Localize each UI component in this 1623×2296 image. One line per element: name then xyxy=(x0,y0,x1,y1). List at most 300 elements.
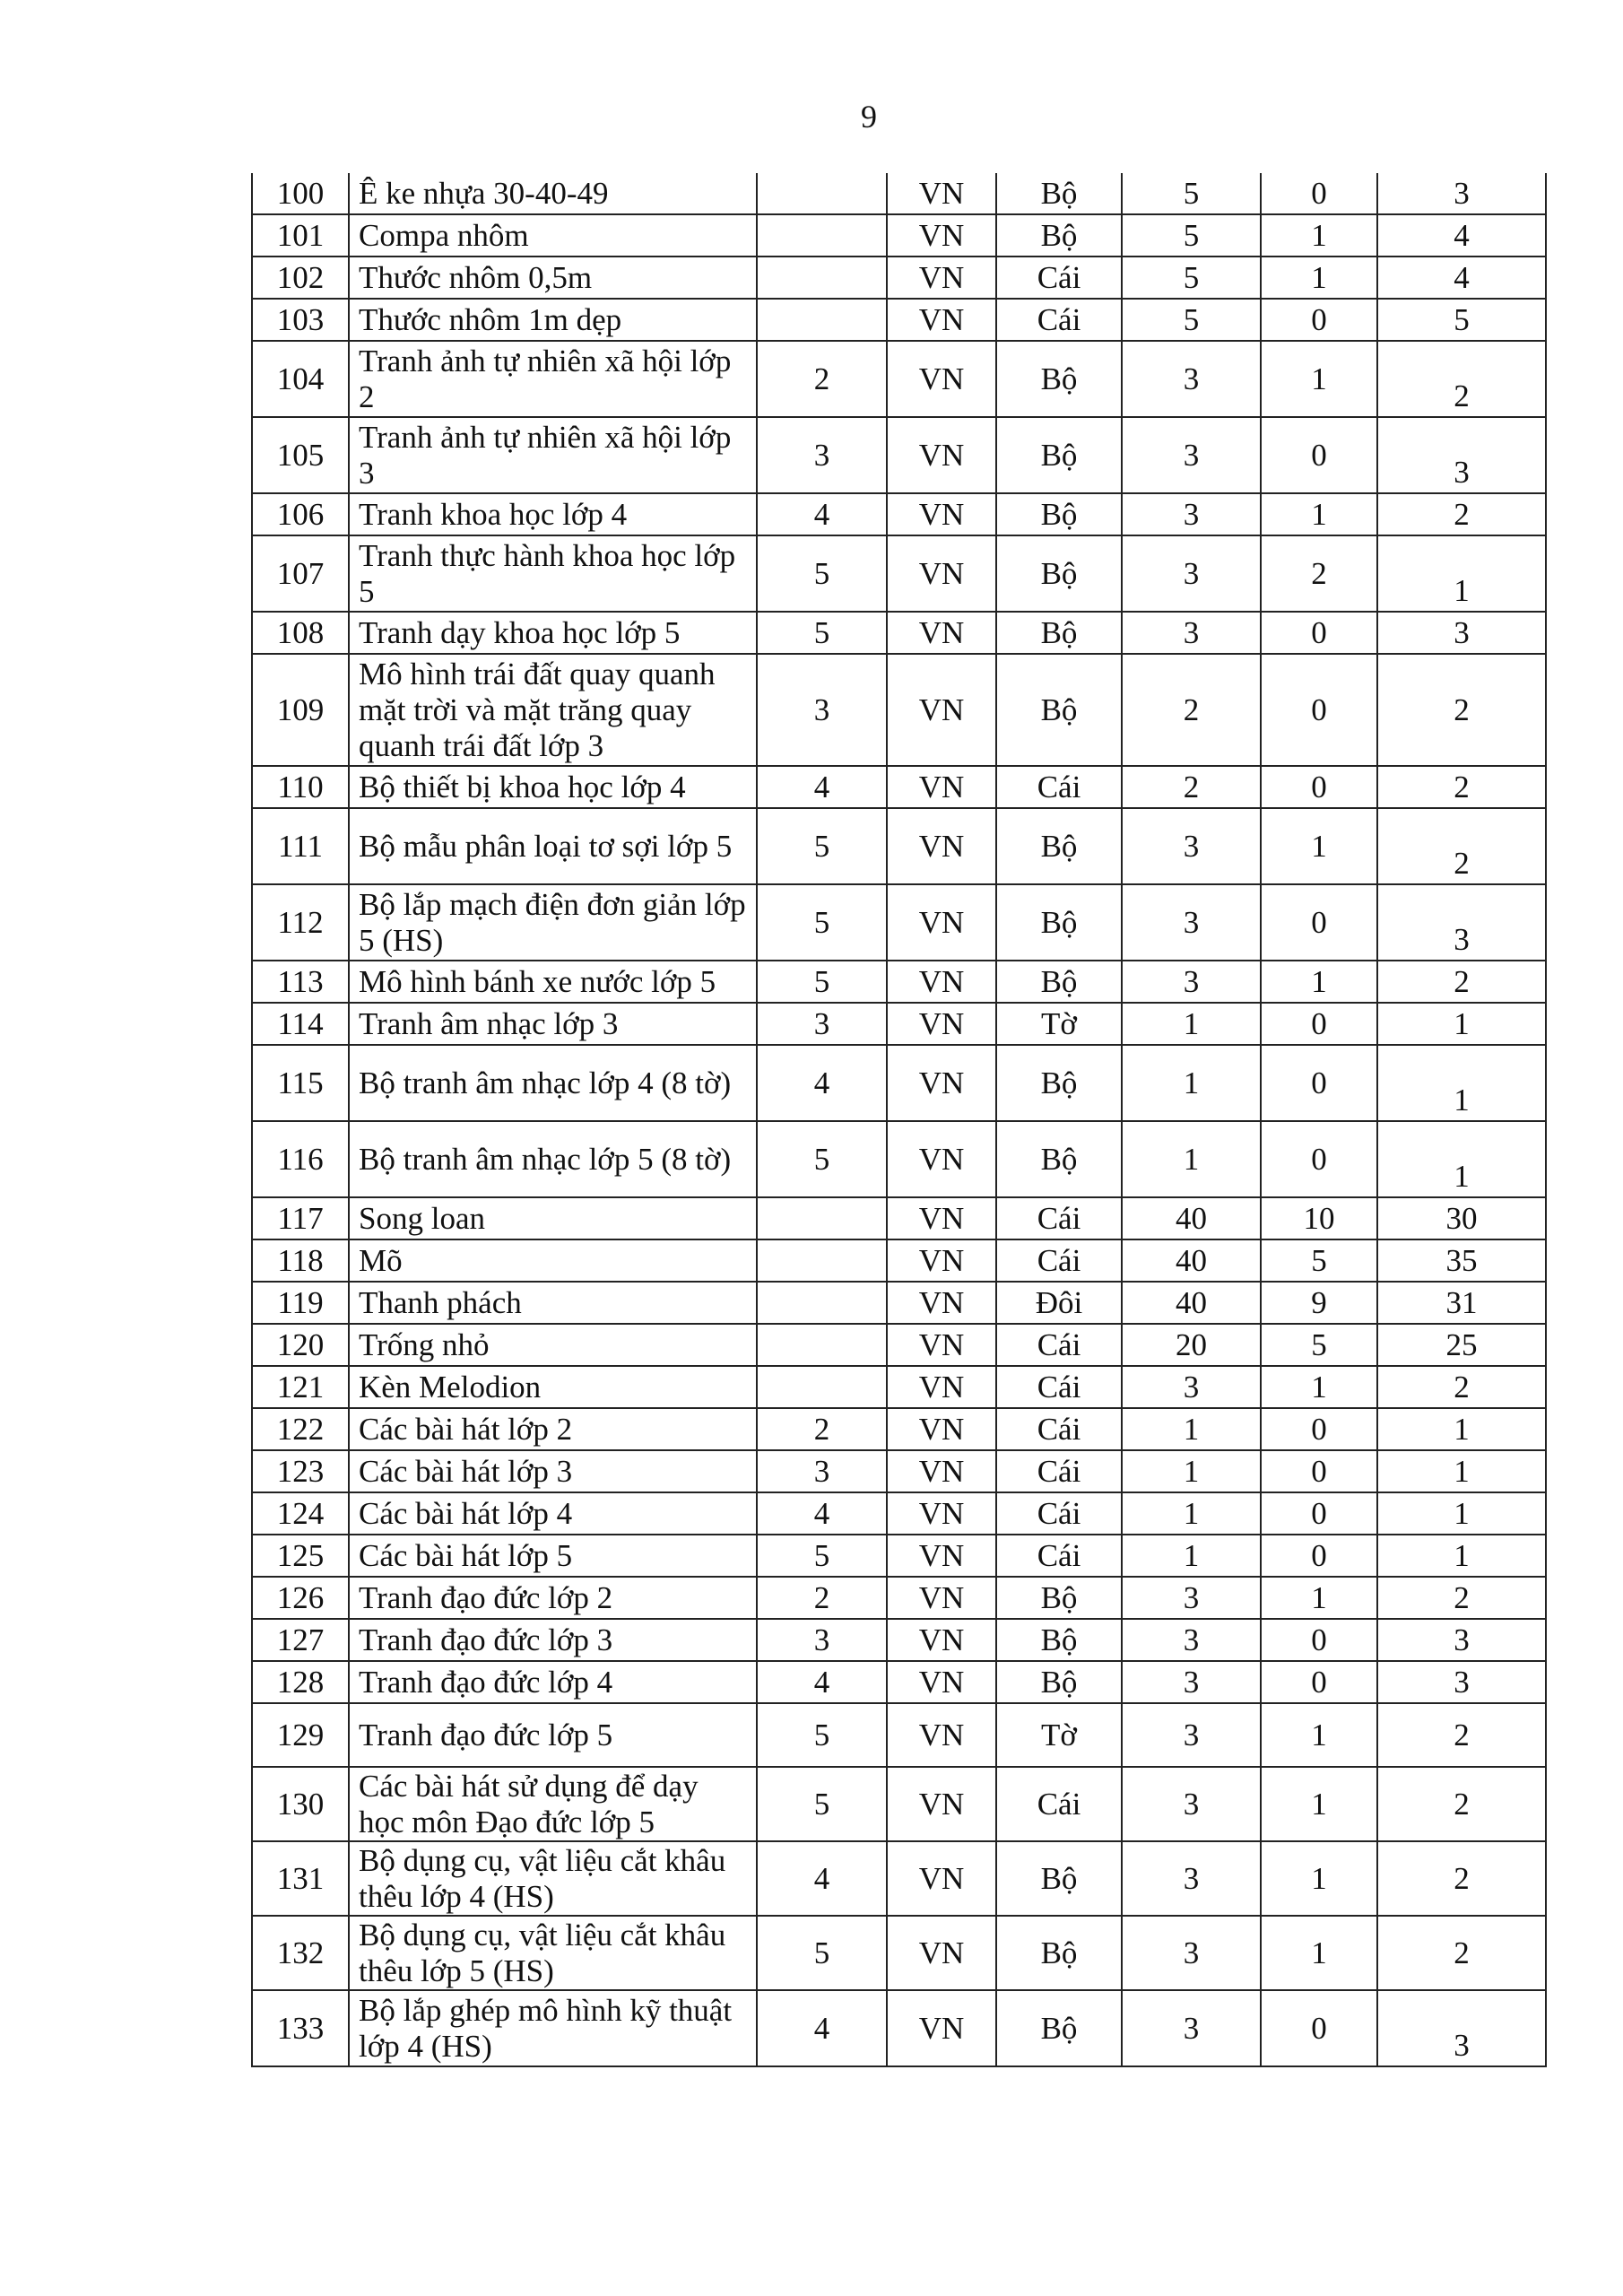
item-number-cell: 104 xyxy=(252,341,349,417)
item-name-cell: Tranh khoa học lớp 4 xyxy=(349,493,757,535)
unit-cell: Cái xyxy=(996,766,1122,808)
table-row xyxy=(252,1366,1546,1408)
usable-count-cell: 3 xyxy=(1377,1661,1546,1703)
usable-count-cell: 35 xyxy=(1377,1239,1546,1282)
quantity-cell: 3 xyxy=(1122,1577,1261,1619)
item-name-cell: Bộ thiết bị khoa học lớp 4 xyxy=(349,766,757,808)
unit-cell: Bộ xyxy=(996,493,1122,535)
item-number-cell: 123 xyxy=(252,1450,349,1492)
usable-count-cell: 5 xyxy=(1377,299,1546,341)
item-number-cell: 113 xyxy=(252,961,349,1003)
unit-cell: Cái xyxy=(996,257,1122,299)
grade-cell: 4 xyxy=(757,1045,887,1121)
damaged-count-cell: 5 xyxy=(1261,1239,1377,1282)
damaged-count-cell: 0 xyxy=(1261,1121,1377,1197)
item-number-cell: 101 xyxy=(252,214,349,257)
damaged-count-cell: 0 xyxy=(1261,1990,1377,2066)
usable-count-cell: 1 xyxy=(1377,1003,1546,1045)
item-name-cell: Bộ tranh âm nhạc lớp 4 (8 tờ) xyxy=(349,1045,757,1121)
usable-count-cell: 2 xyxy=(1377,341,1546,417)
table-row xyxy=(252,257,1546,299)
quantity-cell: 1 xyxy=(1122,1045,1261,1121)
unit-cell: Bộ xyxy=(996,884,1122,961)
origin-cell: VN xyxy=(887,1197,996,1239)
table-row xyxy=(252,1916,1546,1990)
origin-cell: VN xyxy=(887,612,996,654)
table-row xyxy=(252,961,1546,1003)
item-number-cell: 111 xyxy=(252,808,349,884)
grade-cell: 5 xyxy=(757,1535,887,1577)
quantity-cell: 3 xyxy=(1122,535,1261,612)
grade-cell: 4 xyxy=(757,1661,887,1703)
quantity-cell: 3 xyxy=(1122,1767,1261,1841)
item-name-cell: Các bài hát sử dụng để dạy học môn Đạo đức lớp 5 xyxy=(349,1767,757,1841)
quantity-cell: 3 xyxy=(1122,1916,1261,1990)
item-name-cell: Các bài hát lớp 3 xyxy=(349,1450,757,1492)
page-number: 9 xyxy=(861,99,877,135)
origin-cell: VN xyxy=(887,1450,996,1492)
item-number-cell: 124 xyxy=(252,1492,349,1535)
item-name-cell: Bộ tranh âm nhạc lớp 5 (8 tờ) xyxy=(349,1121,757,1197)
item-number-cell: 116 xyxy=(252,1121,349,1197)
item-number-cell: 133 xyxy=(252,1990,349,2066)
item-name-cell: Các bài hát lớp 4 xyxy=(349,1492,757,1535)
damaged-count-cell: 1 xyxy=(1261,961,1377,1003)
table-row xyxy=(252,1703,1546,1767)
damaged-count-cell: 1 xyxy=(1261,493,1377,535)
damaged-count-cell: 0 xyxy=(1261,173,1377,214)
item-name-cell: Ê ke nhựa 30-40-49 xyxy=(349,173,757,214)
origin-cell: VN xyxy=(887,341,996,417)
grade-cell xyxy=(757,1197,887,1239)
table-row xyxy=(252,1197,1546,1239)
grade-cell xyxy=(757,214,887,257)
item-name-cell: Bộ lắp mạch điện đơn giản lớp 5 (HS) xyxy=(349,884,757,961)
unit-cell: Bộ xyxy=(996,1619,1122,1661)
quantity-cell: 20 xyxy=(1122,1324,1261,1366)
item-name-cell: Tranh đạo đức lớp 4 xyxy=(349,1661,757,1703)
table-row xyxy=(252,1767,1546,1841)
item-name-cell: Tranh đạo đức lớp 5 xyxy=(349,1703,757,1767)
unit-cell: Bộ xyxy=(996,417,1122,493)
table-row xyxy=(252,1619,1546,1661)
origin-cell: VN xyxy=(887,1239,996,1282)
unit-cell: Đôi xyxy=(996,1282,1122,1324)
grade-cell: 5 xyxy=(757,1121,887,1197)
table-row xyxy=(252,173,1546,214)
unit-cell: Bộ xyxy=(996,1577,1122,1619)
grade-cell: 5 xyxy=(757,1916,887,1990)
grade-cell: 4 xyxy=(757,766,887,808)
grade-cell: 2 xyxy=(757,1408,887,1450)
quantity-cell: 3 xyxy=(1122,1661,1261,1703)
grade-cell: 3 xyxy=(757,654,887,766)
unit-cell: Bộ xyxy=(996,535,1122,612)
damaged-count-cell: 1 xyxy=(1261,1577,1377,1619)
origin-cell: VN xyxy=(887,1916,996,1990)
damaged-count-cell: 0 xyxy=(1261,654,1377,766)
origin-cell: VN xyxy=(887,1121,996,1197)
damaged-count-cell: 0 xyxy=(1261,612,1377,654)
item-number-cell: 128 xyxy=(252,1661,349,1703)
origin-cell: VN xyxy=(887,1841,996,1916)
grade-cell: 2 xyxy=(757,341,887,417)
unit-cell: Tờ xyxy=(996,1003,1122,1045)
usable-count-cell: 3 xyxy=(1377,612,1546,654)
table-row xyxy=(252,1324,1546,1366)
quantity-cell: 3 xyxy=(1122,808,1261,884)
quantity-cell: 40 xyxy=(1122,1239,1261,1282)
unit-cell: Cái xyxy=(996,1408,1122,1450)
damaged-count-cell: 1 xyxy=(1261,1841,1377,1916)
item-name-cell: Tranh đạo đức lớp 3 xyxy=(349,1619,757,1661)
origin-cell: VN xyxy=(887,1408,996,1450)
item-number-cell: 122 xyxy=(252,1408,349,1450)
damaged-count-cell: 10 xyxy=(1261,1197,1377,1239)
damaged-count-cell: 0 xyxy=(1261,1619,1377,1661)
grade-cell xyxy=(757,1324,887,1366)
quantity-cell: 5 xyxy=(1122,173,1261,214)
table-row xyxy=(252,341,1546,417)
usable-count-cell: 2 xyxy=(1377,1916,1546,1990)
origin-cell: VN xyxy=(887,417,996,493)
item-name-cell: Trống nhỏ xyxy=(349,1324,757,1366)
quantity-cell: 40 xyxy=(1122,1282,1261,1324)
quantity-cell: 5 xyxy=(1122,257,1261,299)
item-number-cell: 130 xyxy=(252,1767,349,1841)
grade-cell: 4 xyxy=(757,1990,887,2066)
item-number-cell: 109 xyxy=(252,654,349,766)
item-name-cell: Các bài hát lớp 5 xyxy=(349,1535,757,1577)
damaged-count-cell: 1 xyxy=(1261,341,1377,417)
grade-cell: 4 xyxy=(757,1841,887,1916)
unit-cell: Cái xyxy=(996,1239,1122,1282)
item-number-cell: 112 xyxy=(252,884,349,961)
origin-cell: VN xyxy=(887,884,996,961)
table-row xyxy=(252,535,1546,612)
usable-count-cell: 1 xyxy=(1377,1045,1546,1121)
item-number-cell: 121 xyxy=(252,1366,349,1408)
unit-cell: Bộ xyxy=(996,214,1122,257)
quantity-cell: 1 xyxy=(1122,1408,1261,1450)
grade-cell xyxy=(757,1366,887,1408)
usable-count-cell: 1 xyxy=(1377,1450,1546,1492)
item-name-cell: Mô hình bánh xe nước lớp 5 xyxy=(349,961,757,1003)
equipment-inventory-table xyxy=(251,173,1547,2067)
table-row xyxy=(252,214,1546,257)
quantity-cell: 3 xyxy=(1122,961,1261,1003)
item-number-cell: 108 xyxy=(252,612,349,654)
quantity-cell: 5 xyxy=(1122,299,1261,341)
unit-cell: Cái xyxy=(996,1450,1122,1492)
table-row xyxy=(252,1003,1546,1045)
item-name-cell: Kèn Melodion xyxy=(349,1366,757,1408)
usable-count-cell: 31 xyxy=(1377,1282,1546,1324)
unit-cell: Cái xyxy=(996,1767,1122,1841)
grade-cell xyxy=(757,1282,887,1324)
quantity-cell: 1 xyxy=(1122,1492,1261,1535)
damaged-count-cell: 0 xyxy=(1261,1535,1377,1577)
usable-count-cell: 2 xyxy=(1377,808,1546,884)
item-name-cell: Bộ dụng cụ, vật liệu cắt khâu thêu lớp 5 (HS) xyxy=(349,1916,757,1990)
damaged-count-cell: 0 xyxy=(1261,417,1377,493)
item-number-cell: 131 xyxy=(252,1841,349,1916)
usable-count-cell: 1 xyxy=(1377,1121,1546,1197)
quantity-cell: 1 xyxy=(1122,1535,1261,1577)
item-name-cell: Bộ lắp ghép mô hình kỹ thuật lớp 4 (HS) xyxy=(349,1990,757,2066)
usable-count-cell: 3 xyxy=(1377,173,1546,214)
grade-cell xyxy=(757,257,887,299)
quantity-cell: 1 xyxy=(1122,1450,1261,1492)
grade-cell xyxy=(757,1239,887,1282)
origin-cell: VN xyxy=(887,1003,996,1045)
unit-cell: Bộ xyxy=(996,654,1122,766)
origin-cell: VN xyxy=(887,1661,996,1703)
quantity-cell: 40 xyxy=(1122,1197,1261,1239)
item-name-cell: Tranh âm nhạc lớp 3 xyxy=(349,1003,757,1045)
quantity-cell: 3 xyxy=(1122,612,1261,654)
grade-cell: 5 xyxy=(757,808,887,884)
damaged-count-cell: 1 xyxy=(1261,1767,1377,1841)
grade-cell: 2 xyxy=(757,1577,887,1619)
item-number-cell: 125 xyxy=(252,1535,349,1577)
unit-cell: Bộ xyxy=(996,1121,1122,1197)
item-name-cell: Song loan xyxy=(349,1197,757,1239)
damaged-count-cell: 0 xyxy=(1261,1045,1377,1121)
origin-cell: VN xyxy=(887,654,996,766)
usable-count-cell: 3 xyxy=(1377,1990,1546,2066)
table-row xyxy=(252,884,1546,961)
item-name-cell: Tranh ảnh tự nhiên xã hội lớp 2 xyxy=(349,341,757,417)
usable-count-cell: 1 xyxy=(1377,535,1546,612)
item-name-cell: Thước nhôm 0,5m xyxy=(349,257,757,299)
table-row xyxy=(252,612,1546,654)
origin-cell: VN xyxy=(887,1045,996,1121)
unit-cell: Bộ xyxy=(996,1045,1122,1121)
item-name-cell: Tranh thực hành khoa học lớp 5 xyxy=(349,535,757,612)
table-row xyxy=(252,1990,1546,2066)
origin-cell: VN xyxy=(887,1492,996,1535)
usable-count-cell: 2 xyxy=(1377,1703,1546,1767)
unit-cell: Tờ xyxy=(996,1703,1122,1767)
item-number-cell: 132 xyxy=(252,1916,349,1990)
table-row xyxy=(252,417,1546,493)
usable-count-cell: 1 xyxy=(1377,1492,1546,1535)
origin-cell: VN xyxy=(887,535,996,612)
item-name-cell: Compa nhôm xyxy=(349,214,757,257)
item-number-cell: 119 xyxy=(252,1282,349,1324)
origin-cell: VN xyxy=(887,961,996,1003)
grade-cell: 3 xyxy=(757,417,887,493)
unit-cell: Bộ xyxy=(996,341,1122,417)
quantity-cell: 1 xyxy=(1122,1121,1261,1197)
unit-cell: Cái xyxy=(996,1492,1122,1535)
item-number-cell: 100 xyxy=(252,173,349,214)
quantity-cell: 5 xyxy=(1122,214,1261,257)
grade-cell: 5 xyxy=(757,612,887,654)
table-row xyxy=(252,766,1546,808)
damaged-count-cell: 1 xyxy=(1261,1366,1377,1408)
item-name-cell: Thước nhôm 1m dẹp xyxy=(349,299,757,341)
origin-cell: VN xyxy=(887,214,996,257)
item-number-cell: 110 xyxy=(252,766,349,808)
table-row xyxy=(252,1492,1546,1535)
item-name-cell: Bộ dụng cụ, vật liệu cắt khâu thêu lớp 4 (HS) xyxy=(349,1841,757,1916)
table-row xyxy=(252,808,1546,884)
item-name-cell: Tranh ảnh tự nhiên xã hội lớp 3 xyxy=(349,417,757,493)
table-row xyxy=(252,1045,1546,1121)
grade-cell: 4 xyxy=(757,1492,887,1535)
origin-cell: VN xyxy=(887,1703,996,1767)
usable-count-cell: 2 xyxy=(1377,1366,1546,1408)
item-number-cell: 102 xyxy=(252,257,349,299)
damaged-count-cell: 0 xyxy=(1261,1003,1377,1045)
usable-count-cell: 2 xyxy=(1377,1767,1546,1841)
usable-count-cell: 1 xyxy=(1377,1408,1546,1450)
unit-cell: Bộ xyxy=(996,612,1122,654)
unit-cell: Cái xyxy=(996,299,1122,341)
quantity-cell: 2 xyxy=(1122,654,1261,766)
unit-cell: Cái xyxy=(996,1366,1122,1408)
table-body xyxy=(252,173,1546,2066)
origin-cell: VN xyxy=(887,1366,996,1408)
grade-cell: 5 xyxy=(757,961,887,1003)
origin-cell: VN xyxy=(887,1535,996,1577)
usable-count-cell: 2 xyxy=(1377,493,1546,535)
item-number-cell: 129 xyxy=(252,1703,349,1767)
quantity-cell: 3 xyxy=(1122,417,1261,493)
usable-count-cell: 3 xyxy=(1377,1619,1546,1661)
usable-count-cell: 2 xyxy=(1377,766,1546,808)
table-row xyxy=(252,1239,1546,1282)
item-name-cell: Tranh dạy khoa học lớp 5 xyxy=(349,612,757,654)
quantity-cell: 1 xyxy=(1122,1003,1261,1045)
unit-cell: Bộ xyxy=(996,1841,1122,1916)
origin-cell: VN xyxy=(887,493,996,535)
origin-cell: VN xyxy=(887,299,996,341)
item-number-cell: 107 xyxy=(252,535,349,612)
item-number-cell: 127 xyxy=(252,1619,349,1661)
usable-count-cell: 1 xyxy=(1377,1535,1546,1577)
grade-cell: 4 xyxy=(757,493,887,535)
usable-count-cell: 2 xyxy=(1377,1841,1546,1916)
grade-cell: 5 xyxy=(757,884,887,961)
damaged-count-cell: 0 xyxy=(1261,1661,1377,1703)
item-name-cell: Tranh đạo đức lớp 2 xyxy=(349,1577,757,1619)
table-row xyxy=(252,1282,1546,1324)
grade-cell: 3 xyxy=(757,1619,887,1661)
quantity-cell: 3 xyxy=(1122,493,1261,535)
origin-cell: VN xyxy=(887,257,996,299)
item-number-cell: 126 xyxy=(252,1577,349,1619)
unit-cell: Cái xyxy=(996,1535,1122,1577)
damaged-count-cell: 1 xyxy=(1261,1703,1377,1767)
usable-count-cell: 30 xyxy=(1377,1197,1546,1239)
grade-cell: 5 xyxy=(757,1703,887,1767)
damaged-count-cell: 5 xyxy=(1261,1324,1377,1366)
table-row xyxy=(252,1841,1546,1916)
item-number-cell: 103 xyxy=(252,299,349,341)
origin-cell: VN xyxy=(887,1324,996,1366)
damaged-count-cell: 9 xyxy=(1261,1282,1377,1324)
unit-cell: Bộ xyxy=(996,173,1122,214)
grade-cell: 3 xyxy=(757,1450,887,1492)
usable-count-cell: 2 xyxy=(1377,654,1546,766)
origin-cell: VN xyxy=(887,1990,996,2066)
unit-cell: Bộ xyxy=(996,961,1122,1003)
quantity-cell: 3 xyxy=(1122,884,1261,961)
table-row xyxy=(252,493,1546,535)
damaged-count-cell: 0 xyxy=(1261,1408,1377,1450)
origin-cell: VN xyxy=(887,766,996,808)
quantity-cell: 3 xyxy=(1122,1841,1261,1916)
item-number-cell: 105 xyxy=(252,417,349,493)
item-name-cell: Các bài hát lớp 2 xyxy=(349,1408,757,1450)
quantity-cell: 3 xyxy=(1122,1703,1261,1767)
damaged-count-cell: 0 xyxy=(1261,884,1377,961)
usable-count-cell: 4 xyxy=(1377,214,1546,257)
origin-cell: VN xyxy=(887,1577,996,1619)
unit-cell: Cái xyxy=(996,1324,1122,1366)
item-number-cell: 114 xyxy=(252,1003,349,1045)
unit-cell: Cái xyxy=(996,1197,1122,1239)
quantity-cell: 3 xyxy=(1122,1619,1261,1661)
grade-cell: 5 xyxy=(757,1767,887,1841)
quantity-cell: 3 xyxy=(1122,341,1261,417)
damaged-count-cell: 1 xyxy=(1261,808,1377,884)
unit-cell: Bộ xyxy=(996,1916,1122,1990)
unit-cell: Bộ xyxy=(996,1661,1122,1703)
grade-cell xyxy=(757,173,887,214)
quantity-cell: 3 xyxy=(1122,1366,1261,1408)
table-row xyxy=(252,1450,1546,1492)
origin-cell: VN xyxy=(887,1282,996,1324)
damaged-count-cell: 1 xyxy=(1261,257,1377,299)
damaged-count-cell: 0 xyxy=(1261,1450,1377,1492)
usable-count-cell: 3 xyxy=(1377,884,1546,961)
item-name-cell: Mô hình trái đất quay quanh mặt trời và mặt trăng quay quanh trái đất lớp 3 xyxy=(349,654,757,766)
usable-count-cell: 3 xyxy=(1377,417,1546,493)
usable-count-cell: 25 xyxy=(1377,1324,1546,1366)
item-name-cell: Mõ xyxy=(349,1239,757,1282)
table-row xyxy=(252,1121,1546,1197)
table-row xyxy=(252,1408,1546,1450)
origin-cell: VN xyxy=(887,1767,996,1841)
grade-cell: 3 xyxy=(757,1003,887,1045)
item-name-cell: Thanh phách xyxy=(349,1282,757,1324)
item-number-cell: 120 xyxy=(252,1324,349,1366)
usable-count-cell: 4 xyxy=(1377,257,1546,299)
item-number-cell: 118 xyxy=(252,1239,349,1282)
table-row xyxy=(252,1535,1546,1577)
damaged-count-cell: 0 xyxy=(1261,299,1377,341)
grade-cell xyxy=(757,299,887,341)
usable-count-cell: 2 xyxy=(1377,961,1546,1003)
quantity-cell: 3 xyxy=(1122,1990,1261,2066)
usable-count-cell: 2 xyxy=(1377,1577,1546,1619)
table-row xyxy=(252,1577,1546,1619)
unit-cell: Bộ xyxy=(996,808,1122,884)
table-row xyxy=(252,299,1546,341)
origin-cell: VN xyxy=(887,173,996,214)
table-row xyxy=(252,654,1546,766)
table-row xyxy=(252,1661,1546,1703)
damaged-count-cell: 1 xyxy=(1261,1916,1377,1990)
damaged-count-cell: 1 xyxy=(1261,214,1377,257)
unit-cell: Bộ xyxy=(996,1990,1122,2066)
origin-cell: VN xyxy=(887,1619,996,1661)
item-name-cell: Bộ mẫu phân loại tơ sợi lớp 5 xyxy=(349,808,757,884)
